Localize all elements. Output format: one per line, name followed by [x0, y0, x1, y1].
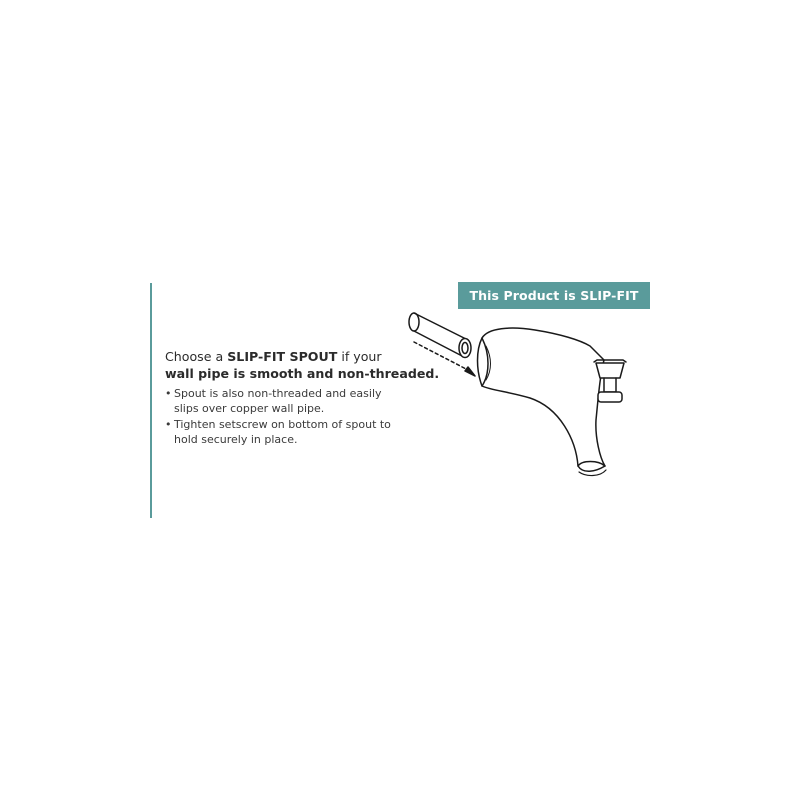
wall-pipe — [409, 313, 471, 358]
tub-spout — [478, 328, 607, 475]
badge-label: This Product is SLIP-FIT — [469, 288, 639, 303]
accent-rule — [150, 283, 152, 518]
spout-illustration — [400, 300, 650, 490]
headline-suffix: if your — [337, 349, 382, 364]
bullet-text-line1: Spout is also non-threaded and easily — [174, 387, 382, 400]
bullet-text-line1: Tighten setscrew on bottom of spout to — [174, 418, 391, 431]
headline-emphasis: SLIP-FIT SPOUT — [227, 349, 338, 364]
headline-prefix: Choose a — [165, 349, 228, 364]
bullet-text-line2: slips over copper wall pipe. — [174, 402, 325, 415]
bullet-marker: • — [165, 387, 172, 400]
headline-line2: wall pipe is smooth and non-threaded. — [165, 366, 440, 381]
bullet-text-line2: hold securely in place. — [174, 433, 298, 446]
bullet-marker: • — [165, 418, 172, 431]
